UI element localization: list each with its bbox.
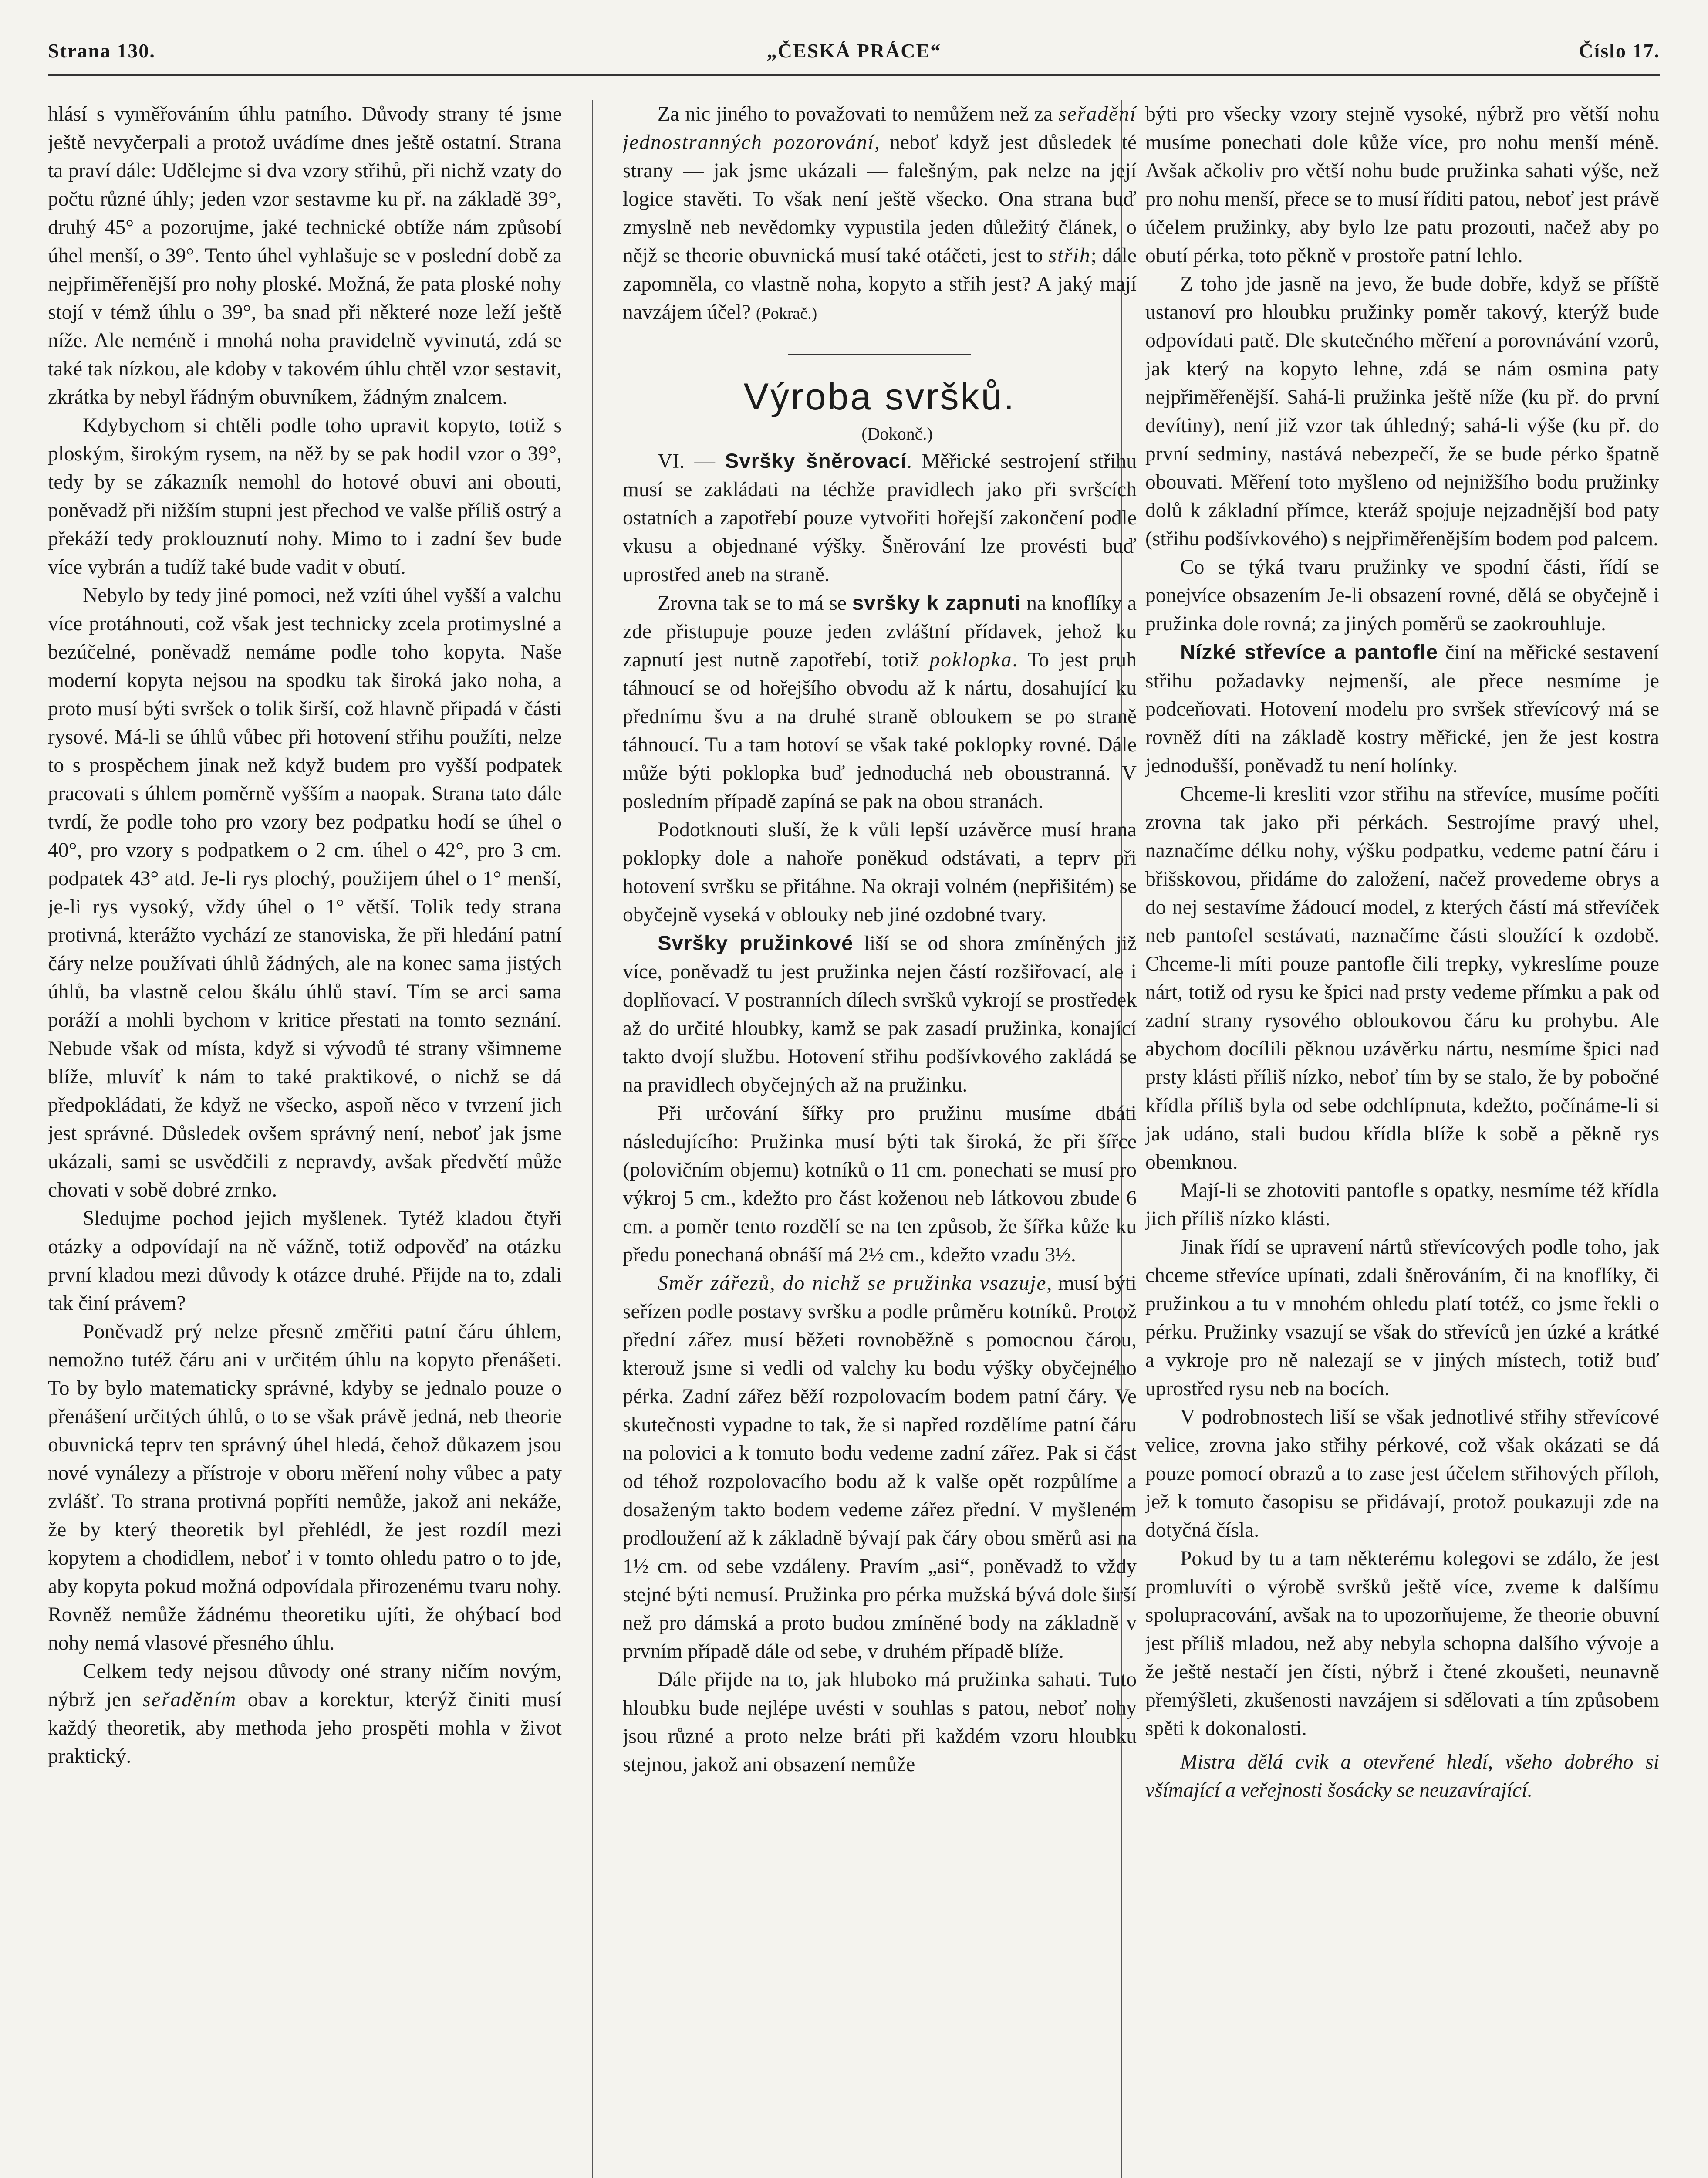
paragraph: Sledujme pochod jejich myšlenek. Tytéž kladou čtyři otázky a odpovídají na ně vážně, totiž odpověď na otázku první kladou mezi důvody k otázce druhé. Přijde na to, zdali tak činí právem?: [48, 1207, 562, 1315]
closing-motto: Mistra dělá cvik a otevřené hledí, všeho dobrého si všímající a veřejnosti šosácky se neuzavírající.: [1145, 1751, 1659, 1802]
paragraph: Chceme-li kresliti vzor střihu na střevíce, musíme počíti zrovna tak jako při pérkách. Sestrojíme pravý uhel, naznačíme délku nohy, výšku podpatku, vedeme patní čáru i břišskovou, přidáme do založení, načež provedeme obrys a do nej sestavíme žádoucí model, z kterých částí má střevíček neb pantofel sestávati, naznačíme části sloužící k ozdobě. Chceme-li míti pouze pantofle čili trepky, vykreslíme pouze nárt, totiž od rysu ke špici nad prsty vedeme přímku a pak od zadní strany rysového obloukovou čáru ku prohybu. Ale abychom docílili pěknou uzávěrku nártu, nesmíme špici nad prsty klásti příliš nízko, neboť tím by se stalo, že by pobočné křídla příliš byla od sebe odchlípnuta, kdežto, počínáme-li si jak udáno, stali budou křídla blíže k sobě a pěkně rys obemknou.: [1145, 783, 1659, 1174]
article-subtitle: (Dokonč.): [861, 424, 933, 443]
paragraph: Svršky pružinkové liší se od shora zmíněných již více, poněvadž tu jest pružinka nejen částí rozšiřovací, ale i doplňovací. V postranních dílech svršků vykrojí se prostředek až do určité hloubky, kamž se pak zasadí pružinka, konající takto dvojí službu. Hotovení střihu podšívkového zakládá se na pravidlech obyčejných až na pružinku.: [623, 932, 1137, 1096]
paragraph: Při určování šířky pro pružinu musíme dbáti následujícího: Pružinka musí býti tak široká, že při šířce (polovičním objemu) kotníků o 11 cm. ponechati se musí pro výkroj 5 cm., kdežto pro část koženou neb látkovou zbude 6 cm. a poměr tento rozdělí se na ten způsob, že šířka kůže ku předu ponechaná obnáší má 2½ cm., kdežto vzadu 3½.: [623, 1102, 1137, 1266]
page-number: Strana 130.: [48, 40, 155, 62]
column-middle: [623, 100, 1137, 2178]
column-divider: [592, 100, 593, 2178]
column-left: [48, 100, 562, 2178]
paragraph: Zrovna tak se to má se svršky k zapnuti na knoflíky a zde přistupuje pouze jeden zvláštní přídavek, jehož ku zapnutí jest nutně zapotřebí, totiž poklopka. To jest pruh táhnoucí se od hořejšího obvodu až k nártu, dosahující ku přednímu švu a na druhé straně obloukem se po straně táhnoucí. Tu a tam hotoví se však také poklopky rovné. Dále může býti poklopka buď jednoduchá neb oboustranná. V posledním případě zapíná se pak na obou stranách.: [623, 592, 1137, 813]
text-columns: [48, 100, 1660, 2178]
journal-title: „ČESKÁ PRÁCE“: [766, 40, 942, 62]
paragraph: Poněvadž prý nelze přesně změřiti patní čáru úhlem, nemožno tutéž čáru ani v určitém úhlu na kopyto přenášeti. To by bylo matematicky správné, kdyby se jednalo pouze o přenášení určitých úhlů, o to se však právě jedná, neb theorie obuvnická teprv ten správný úhel hledá, čehož důkazem jsou nové vynálezy a přístroje v oboru měření nohy vůbec a paty zvlášť. To strana protivná popříti nemůže, jakož ani nekáže, že by který theoretik byl přehlédl, že jest rozdíl mezi kopytem a chodidlem, neboť i v tomto ohledu patro o to jde, aby kopyta pokud možná odpovídala přirozenému tvaru nohy. Rovněž nemůže žádnému theoretiku ujíti, že ohýbací bod nohy nemá vlasové přesného úhlu.: [48, 1320, 562, 1654]
column-right: [1145, 100, 1659, 2178]
paragraph: Podotknouti sluší, že k vůli lepší uzávěrce musí hrana poklopky dole a nahoře poněkud odstávati, a teprv při hotovení svršku se přitáhne. Na okraji volném (nepřišitém) se obyčejně vyseká v oblouky neb jiné ozdobné tvary.: [623, 818, 1137, 926]
paragraph: Nízké střevíce a pantofle činí na měřické sestavení střihu požadavky nejmenší, ale přece nesmíme je podceňovati. Hotovení modelu pro svršek střevícový má se rovněž díti na základě kostry měřické, jen že jest kostra jednodušší, poněvadž tu není holínky.: [1145, 641, 1659, 777]
paragraph: býti pro všecky vzory stejně vysoké, nýbrž pro větší nohu musíme ponechati dole kůže více, pro nohu menší méně. Avšak ačkoliv pro větší nohu bude pružinka sahati výše, než pro nohu menší, přece se to musí říditi patou, neboť jest právě účelem pružinky, aby bylo lze patu prozouti, načež aby po obutí pérka, toto pěkně v prostoře patní lehlo.: [1145, 103, 1659, 267]
paragraph: Za nic jiného to považovati to nemůžem než za seřadění jednostranných pozorování, neboť když jest důsledek té strany — jak jsme ukázali — falešným, pak nelze na její logice stavěti. To však není ještě všecko. Ona strana buď zmyslně neb nevědomky vypustila jeden důležitý článek, o nějž se theorie obuvnická musí také otáčeti, jest to střih; dále zapomněla, co vlastně noha, kopyto a střih jest? A jaký mají navzájem účel? (Pokrač.): [623, 103, 1137, 324]
paragraph: Co se týká tvaru pružinky ve spodní části, řídí se ponejvíce obsazením Je-li obsazení rovné, dělá se obyčejně i pružinka dole rovná; za jiných poměrů se zaokrouhluje.: [1145, 556, 1659, 635]
page-header: [48, 30, 1660, 76]
paragraph: Mají-li se zhotoviti pantofle s opatky, nesmíme též křídla jich příliš nízko klásti.: [1145, 1179, 1659, 1230]
continuation-note: (Pokrač.): [756, 304, 817, 323]
paragraph: VI. — Svršky šněrovací. Měřické sestrojení střihu musí se zakládati na téchže pravidlech jako při svršcích ostatních a zapotřebí pouze vytvořiti hořejší zakončení podle vkusu a objednané výšky. Šněrování lze provésti buď uprostřed aneb na straně.: [623, 450, 1137, 586]
issue-number: Číslo 17.: [1579, 40, 1660, 62]
paragraph: hlásí s vyměřováním úhlu patního. Důvody strany té jsme ještě nevyčerpali a protož uvádíme dnes ještě ostatní. Strana ta praví dále: Udělejme si dva vzory střihů, při nichž vzaty do počtu různé úhly; jeden vzor sestavme ku př. na základě 39°, druhý 45° a pozorujme, jaké technické obtíže nám způsobí úhel menší, o 39°. Tento úhel vyhlašuje se v poslední době za nejpřiměřenější pro nohy ploské. Možná, že pata ploské nohy stojí v témž úhlu o 39°, ba snad při některé noze leží ještě níže. Ale neméně i mnohá noha pravidelně vyvinutá, zdá se také tak nízkou, ale kdoby v takovém úhlu chtěl vzor sestavit, zkrátka by nebyl řádným obuvníkem, žádným znalcem.: [48, 103, 562, 409]
paragraph: Nebylo by tedy jiné pomoci, než vzíti úhel vyšší a valchu více protáhnouti, což však jest technicky zcela protimyslné a bezúčelné, poněvadž nemáme podle toho kopyta. Naše moderní kopyta nejsou na spodku tak široká jako noha, a proto musí býti svršek o tolik širší, což hlavně připadá v části rysové. Má-li se úhlů vůbec při hotovení střihu použíti, nelze to s prospěchem jinak než když budem pro vyšší podpatek pracovati s úhlem poměrně vyšším a naopak. Strana tato dále tvrdí, že podle toho pro vzory bez podpatku hodí se úhel o 40°, pro vzory s podpatkem o 2 cm. úhel o 42°, pro 3 cm. podpatek 43° atd. Je-li rys plochý, použijem úhel o 1° menší, je-li rys vysoký, vždy úhel o 1° větší. Tolik tedy strana protivná, kterážto vychází ze stanoviska, že při hledání patní čáry nelze používati úhlů žádných, ale na konec sama jistých úhlů, ba vlastně celou škálu úhlů staví. Tím se arci sama poráží a mohli bychom v kritice přestati na tomto seznání. Nebude však od místa, když si vývodů té strany všimneme blíže, mluvíť k nám to také praktikové, o nichž se dá předpokládati, že když ne všecko, aspoň něco v tvrzení jich jest správné. Důsledek ovšem správný není, neboť jak jsme ukázali, sami se usvědčili z nepravdy, avšak předvětí může chovati v sobě dobré zrnko.: [48, 584, 562, 1201]
paragraph: Dále přijde na to, jak hluboko má pružinka sahati. Tuto hloubku bude nejlépe uvésti v souhlas s patou, neboť nohy jsou různé a proto nelze bráti při každém vzoru hloubku stejnou, jakož ani obsazení nemůže: [623, 1668, 1137, 1776]
article-separator: [788, 354, 971, 355]
article-title: Výroba svršků.: [743, 376, 1016, 418]
paragraph: Jinak řídí se upravení nártů střevícových podle toho, jak chceme střevíce upínati, zdali šněrováním, či na knoflíky, či pružinkou a tu v mnohém ohledu platí totéž, co jsme řekli o pérku. Pružinky vsazují se však do střevíců jen úzké a krátké a vykroje pro ně nalezají se v jiných místech, totiž buď uprostřed rysu neb na bocích.: [1145, 1236, 1659, 1400]
paragraph: Směr zářezů, do nichž se pružinka vsazuje, musí býti seřízen podle postavy svršku a podle průměru kotníků. Protož přední zářez musí běžeti rovnoběžně s pomocnou čárou, kterouž jsme si vedli od valchy ku bodu výšky obyčejného pérka. Zadní zářez běží rozpolovacím bodem patní čáry. Ve skutečnosti vypadne to tak, že si napřed rozdělíme patní čáru na polovici a k tomuto bodu vedeme zadní zářez. Pak si část od téhož rozpolovacího bodu až k valše opět rozpůlíme a dosaženým takto bodem vedeme zářez přední. V myšleném prodloužení až k základně bývají pak čáry obou směrů asi na 1½ cm. od sebe vzdáleny. Pravím „asi“, poněvadž to vždy stejné býti nemusí. Pružinka pro pérka mužská bývá dole širší než pro dámská a proto budou zmíněné body na základně v prvním případě dále od sebe, v druhém případě blíže.: [623, 1272, 1137, 1663]
paragraph: Celkem tedy nejsou důvody oné strany ničím novým, nýbrž jen seřaděním obav a korektur, kterýž činiti musí každý theoretik, aby methoda jeho prospěti mohla v život praktický.: [48, 1660, 562, 1768]
paragraph: V podrobnostech liší se však jednotlivé střihy střevícové velice, zrovna jako střihy pérkové, což však okázati se dá pouze pomocí obrazů a to zase jest účelem střihových příloh, jež k tomuto časopisu se přidávají, protož poukazuji zde na dotyčná čísla.: [1145, 1406, 1659, 1542]
paragraph: Z toho jde jasně na jevo, že bude dobře, když se příště ustanoví pro hloubku pružinky poměr takový, kterýž bude odpovídati patě. Dle skutečného měření a porovnávání vzorů, jak který na kopyto lehne, zdá se nám osmina paty nejpřiměřenější. Sahá-li pružinka ještě níže (ku př. do první devítiny), není již vzor tak úhledný; sahá-li výše (ku př. do první sedminy, nastává nebezpečí, že se bude pérko špatně obouvati. Měření toto myšleno od nejnižšího bodu pružinky dolů k základní přímce, kteráž spojuje nejzadnější bod paty (střihu podšívkového) s nejpřiměřenějším bodem pod palcem.: [1145, 273, 1659, 550]
paragraph: Kdybychom si chtěli podle toho upravit kopyto, totiž s ploským, širokým rysem, na něž by se pak hodil vzor o 39°, tedy by se zákazník nemohl do hotové obuvi ani obouti, poněvadž při nižším stupni jest přechod ve valše příliš ostrý a překáží tedy proklouznutí nohy. Mimo to i zadní šev bude více vybrán a tudíž také bude vadit v obutí.: [48, 414, 562, 578]
paragraph: Pokud by tu a tam některému kolegovi se zdálo, že jest promluvíti o výrobě svršků ještě více, zveme k dalšímu spolupracování, avšak na to upozorňujeme, že theorie obuvní jest příliš mladou, než aby nebyla schopna dalšího vývoje a že ještě nestačí jen čísti, nýbrž i čtené zkoušeti, neunavně přemýšleti, zkušenosti navzájem si sdělovati a tím způsobem spěti k dokonalosti.: [1145, 1547, 1659, 1740]
